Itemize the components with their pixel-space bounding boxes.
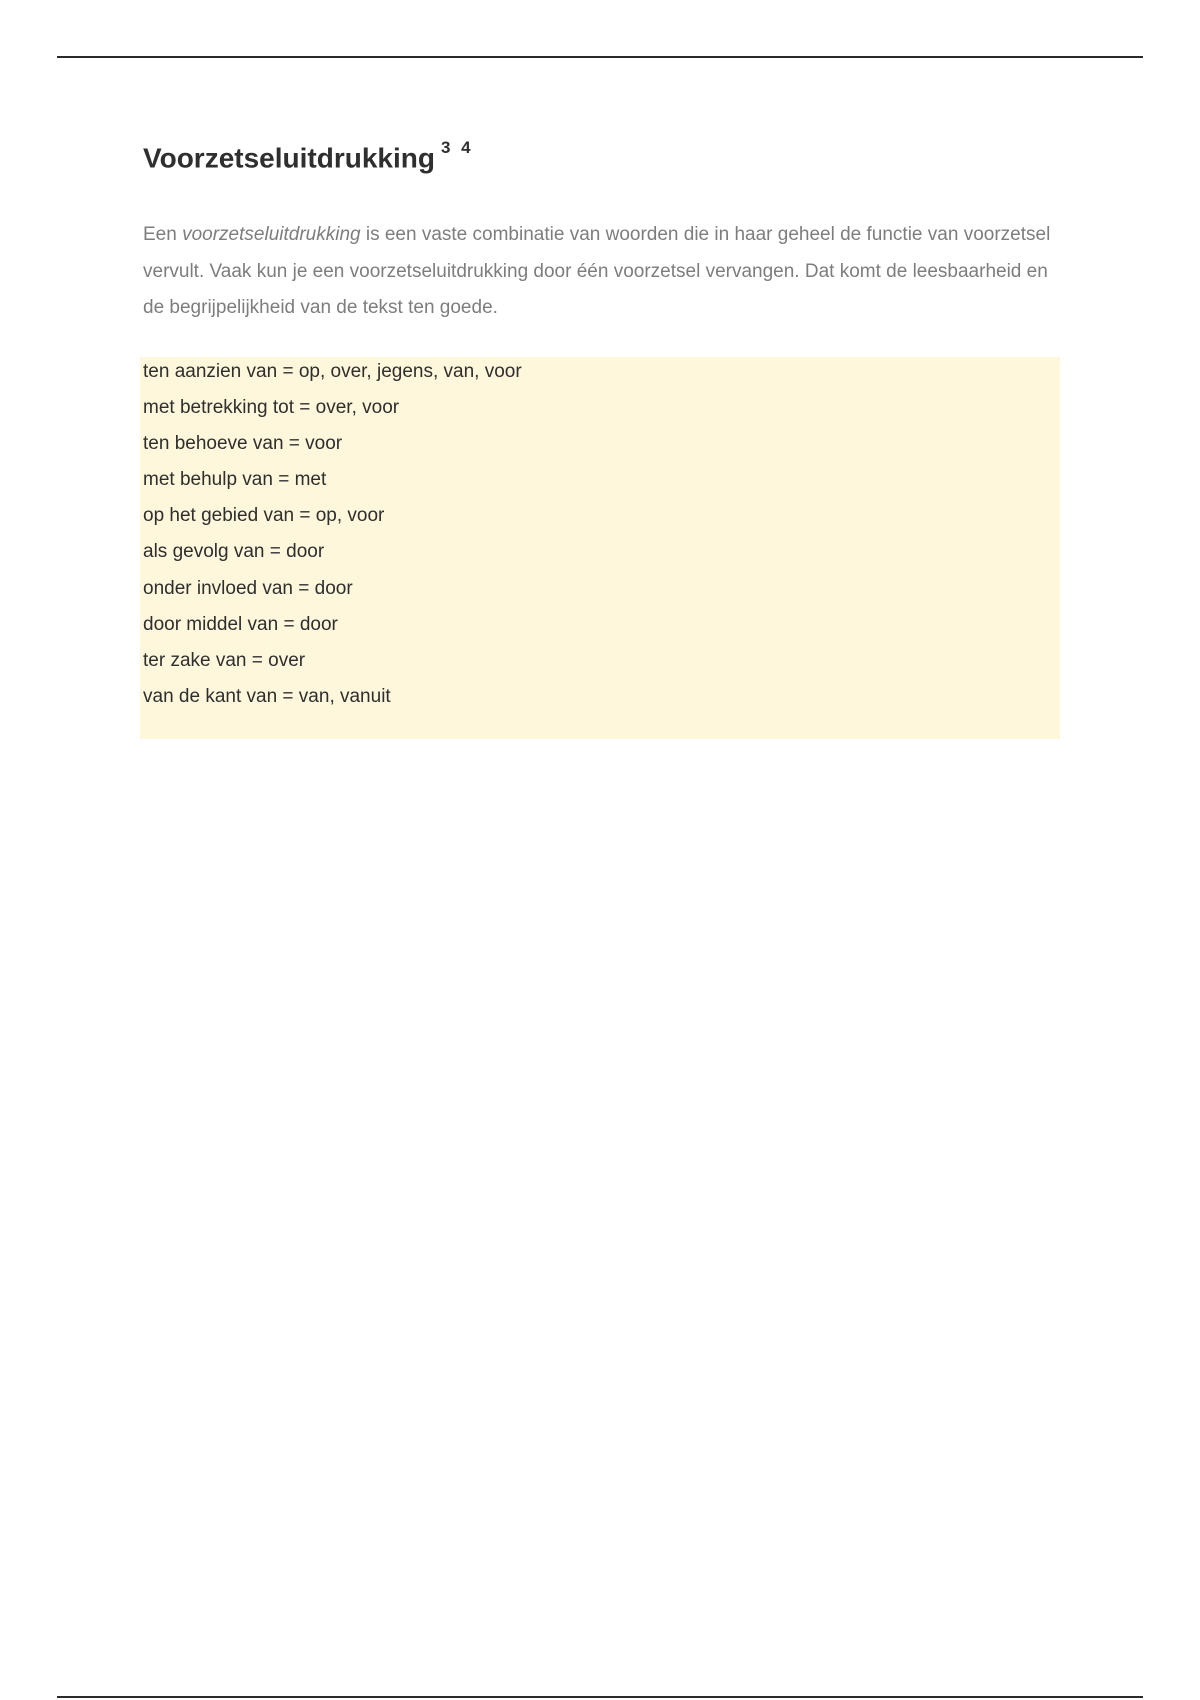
example-item: op het gebied van = op, voor	[143, 505, 385, 526]
intro-term: voorzetseluitdrukking	[182, 224, 361, 245]
example-item: ter zake van = over	[143, 650, 306, 671]
footnote-refs: 3 4	[440, 138, 474, 157]
example-item: als gevolg van = door	[143, 541, 325, 562]
footer-rule	[57, 1696, 1143, 1698]
example-item: van de kant van = van, vanuit	[143, 686, 391, 707]
intro-lead: Een	[143, 224, 183, 245]
examples-box	[140, 357, 1060, 739]
section-heading	[143, 138, 474, 174]
intro-paragraph	[143, 217, 1063, 327]
heading-text: Voorzetseluitdrukking	[143, 142, 435, 174]
example-item: met betrekking tot = over, voor	[143, 397, 400, 418]
example-item: met behulp van = met	[143, 469, 327, 490]
header-rule	[57, 56, 1143, 58]
example-item: ten aanzien van = op, over, jegens, van, voor	[143, 361, 522, 382]
intro-rest: is een vaste combinatie van woorden die in haar geheel de functie van voorzetsel vervult. Vaak kun je een voorzetseluitdrukking door één voorzetsel vervangen. Dat komt de leesbaarheid en de begrijpelijkheid van de tekst ten goede.	[143, 224, 1051, 318]
example-item: ten behoeve van = voor	[143, 433, 343, 454]
example-item: door middel van = door	[143, 614, 338, 635]
example-item: onder invloed van = door	[143, 578, 353, 599]
